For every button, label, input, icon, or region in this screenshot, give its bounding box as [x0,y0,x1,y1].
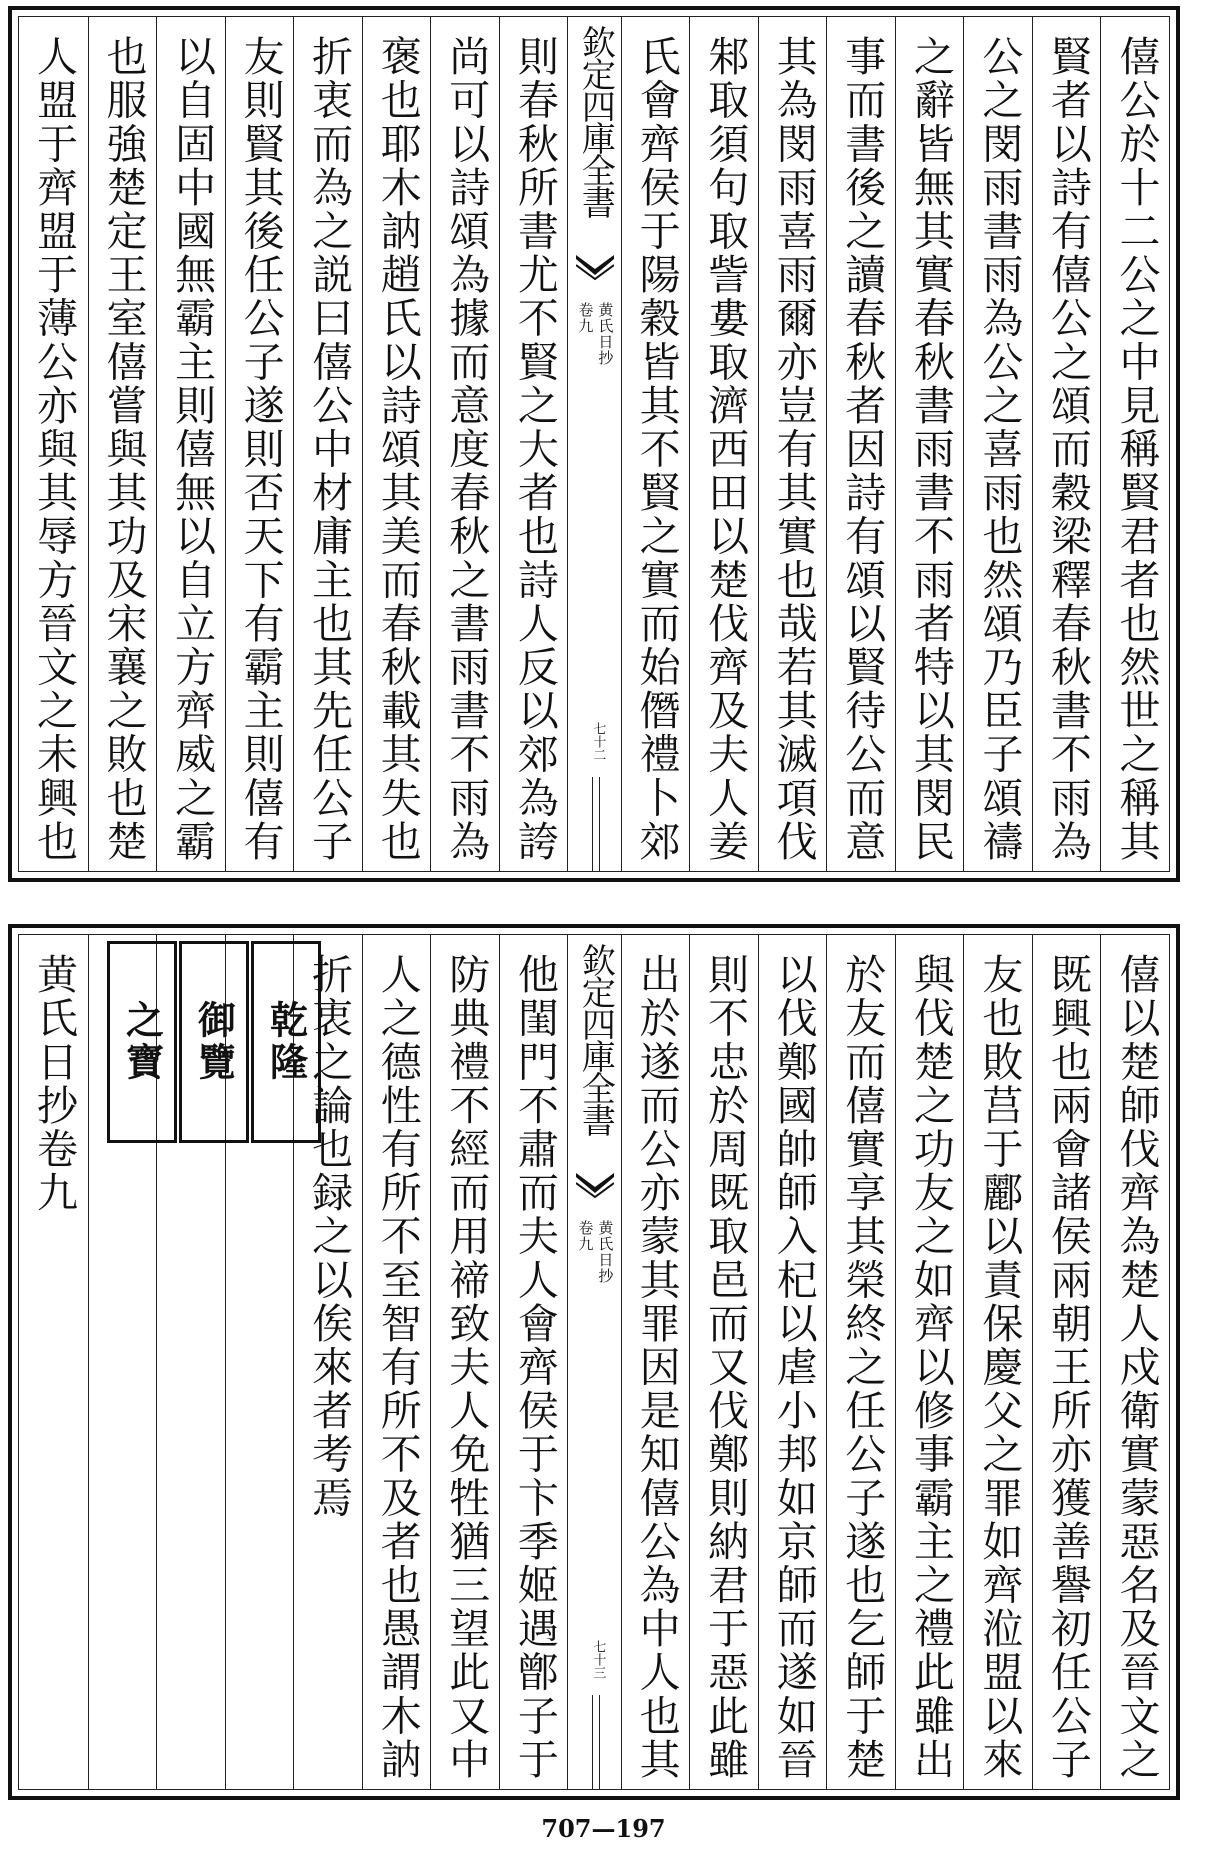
top-col-l7 [88,17,157,871]
bottom-center-fold [567,935,620,1789]
book-title: 欽定四庫全書 [575,25,616,217]
subtitle-name: 黄氏日抄 [596,1220,615,1284]
bottom-col-r2 [1032,935,1101,1789]
text-line: 也服強楚定王室僖嘗與其功及宋襄之敗也楚 [99,35,148,864]
text-line: 則春秋所書尤不賢之大者也詩人反以郊為誇 [510,35,559,864]
bottom-page [8,924,1180,1800]
bottom-col-r1 [1100,935,1169,1789]
bottom-col-r3 [963,935,1032,1789]
center-subtitle [576,302,614,366]
text-line: 與伐楚之功友之如齊以修事霸主之禮此雖出 [906,953,955,1782]
text-line: 以伐鄭國帥師入杞以虐小邦如京師而遂如晉 [769,953,818,1782]
bottom-col-l8 [19,935,88,1789]
text-line: 於友而僖實享其榮終之任公子遂也乞師于楚 [838,953,887,1782]
top-col-r3 [963,17,1032,871]
text-line: 則不忠於周既取邑而又伐鄭則納君于惡此雖 [701,953,750,1782]
bottom-col-r4 [895,935,964,1789]
bottom-col-r8 [621,935,690,1789]
bottom-page-frame [18,934,1170,1790]
text-line: 公之閔雨書雨為公之喜雨也然頌乃臣子頌禱 [975,35,1024,864]
text-line: 人之德性有所不至智有所不及者也愚謂木訥 [373,953,422,1782]
text-line: 之辭皆無其實春秋書雨書不雨者特以其閔民 [906,35,955,864]
text-line: 人盟于齊盟于薄公亦與其辱方晉文之未興也 [30,35,78,864]
top-col-r7 [689,17,758,871]
top-col-l6 [156,17,225,871]
top-col-r2 [1032,17,1101,871]
page-number: 707—197 [541,1814,666,1843]
top-col-l5 [225,17,294,871]
top-page-frame [18,16,1170,872]
text-line: 既興也兩會諸侯兩朝王所亦獲善譽初任公子 [1043,953,1092,1782]
text-line: 其為閔雨喜雨爾亦豈有其實也哉若其滅項伐 [769,35,818,864]
text-line: 以自固中國無霸主則僖無以自立方齊威之霸 [168,35,217,864]
subtitle-name: 黄氏日抄 [596,302,615,366]
text-line: 尚可以詩頌為據而意度春秋之書雨書不雨為 [442,35,491,864]
top-col-l1 [499,17,568,871]
text-line: 氏會齊侯于陽穀皆其不賢之實而始僭禮卜郊 [632,35,681,864]
text-line: 折衷而為之説曰僖公中材庸主也其先任公子 [305,35,354,864]
book-title: 欽定四庫全書 [575,943,616,1135]
fold-line [592,1695,600,1789]
imperial-seal-qianlong [251,941,321,1143]
text-line: 折衷之論也録之以俟來者考焉 [305,953,354,1520]
text-line: 出於遂而公亦蒙其罪因是知僖公為中人也其 [632,953,681,1782]
text-line: 他閨門不肅而夫人會齊侯于卞季姬遇鄫子于 [510,953,559,1782]
bottom-col-r5 [826,935,895,1789]
text-line: 僖公於十二公之中見稱賢君者也然世之稱其 [1112,35,1161,864]
text-line: 褒也耶木訥趙氏以詩頌其美而春秋載其失也 [373,35,422,864]
bottom-col-r6 [758,935,827,1789]
bottom-col-r7 [689,935,758,1789]
subtitle-volume: 卷九 [576,1220,595,1252]
text-line: 賢者以詩有僖公之頌而穀梁釋春秋書不雨為 [1043,35,1092,864]
seal-text: 之寶 [119,1000,165,1084]
top-col-l8 [19,17,88,871]
text-line: 邾取須句取訾婁取濟西田以楚伐齊及夫人姜 [701,35,750,864]
fold-line [592,777,600,871]
seal-text: 御覽 [191,1000,237,1084]
text-line: 事而書後之讀春秋者因詩有頌以賢待公而意 [838,35,887,864]
top-col-r1 [1100,17,1169,871]
top-columns [19,17,1169,871]
bottom-col-l1 [499,935,568,1789]
folio-number: 七十二 [590,722,606,761]
fish-tail-mark-icon [576,255,614,281]
bottom-col-l2 [430,935,499,1789]
top-col-l4 [293,17,362,871]
text-line: 友也敗莒于酈以責保慶父之罪如齊涖盟以來 [975,953,1024,1782]
text-line: 防典禮不經而用禘致夫人免牲猶三望此又中 [442,953,491,1782]
top-col-r4 [895,17,964,871]
center-subtitle [576,1220,614,1284]
top-col-l2 [430,17,499,871]
text-line: 僖以楚師伐齊為楚人戍衛實蒙惡名及晉文之 [1112,953,1161,1782]
top-page [8,6,1180,882]
text-line: 黄氏日抄卷九 [30,953,78,1215]
top-center-fold [567,17,620,871]
subtitle-volume: 卷九 [576,302,595,334]
top-col-r8 [621,17,690,871]
imperial-seal-zhibao [107,941,177,1143]
top-col-l3 [362,17,431,871]
folio-number: 七十三 [590,1640,606,1679]
top-col-r5 [826,17,895,871]
bottom-col-l3 [362,935,431,1789]
seal-text: 乾隆 [263,1000,309,1084]
text-line: 友則賢其後任公子遂則否天下有霸主則僖有 [236,35,285,864]
fish-tail-mark-icon [576,1173,614,1199]
top-col-r6 [758,17,827,871]
imperial-seal-yulan [179,941,249,1143]
